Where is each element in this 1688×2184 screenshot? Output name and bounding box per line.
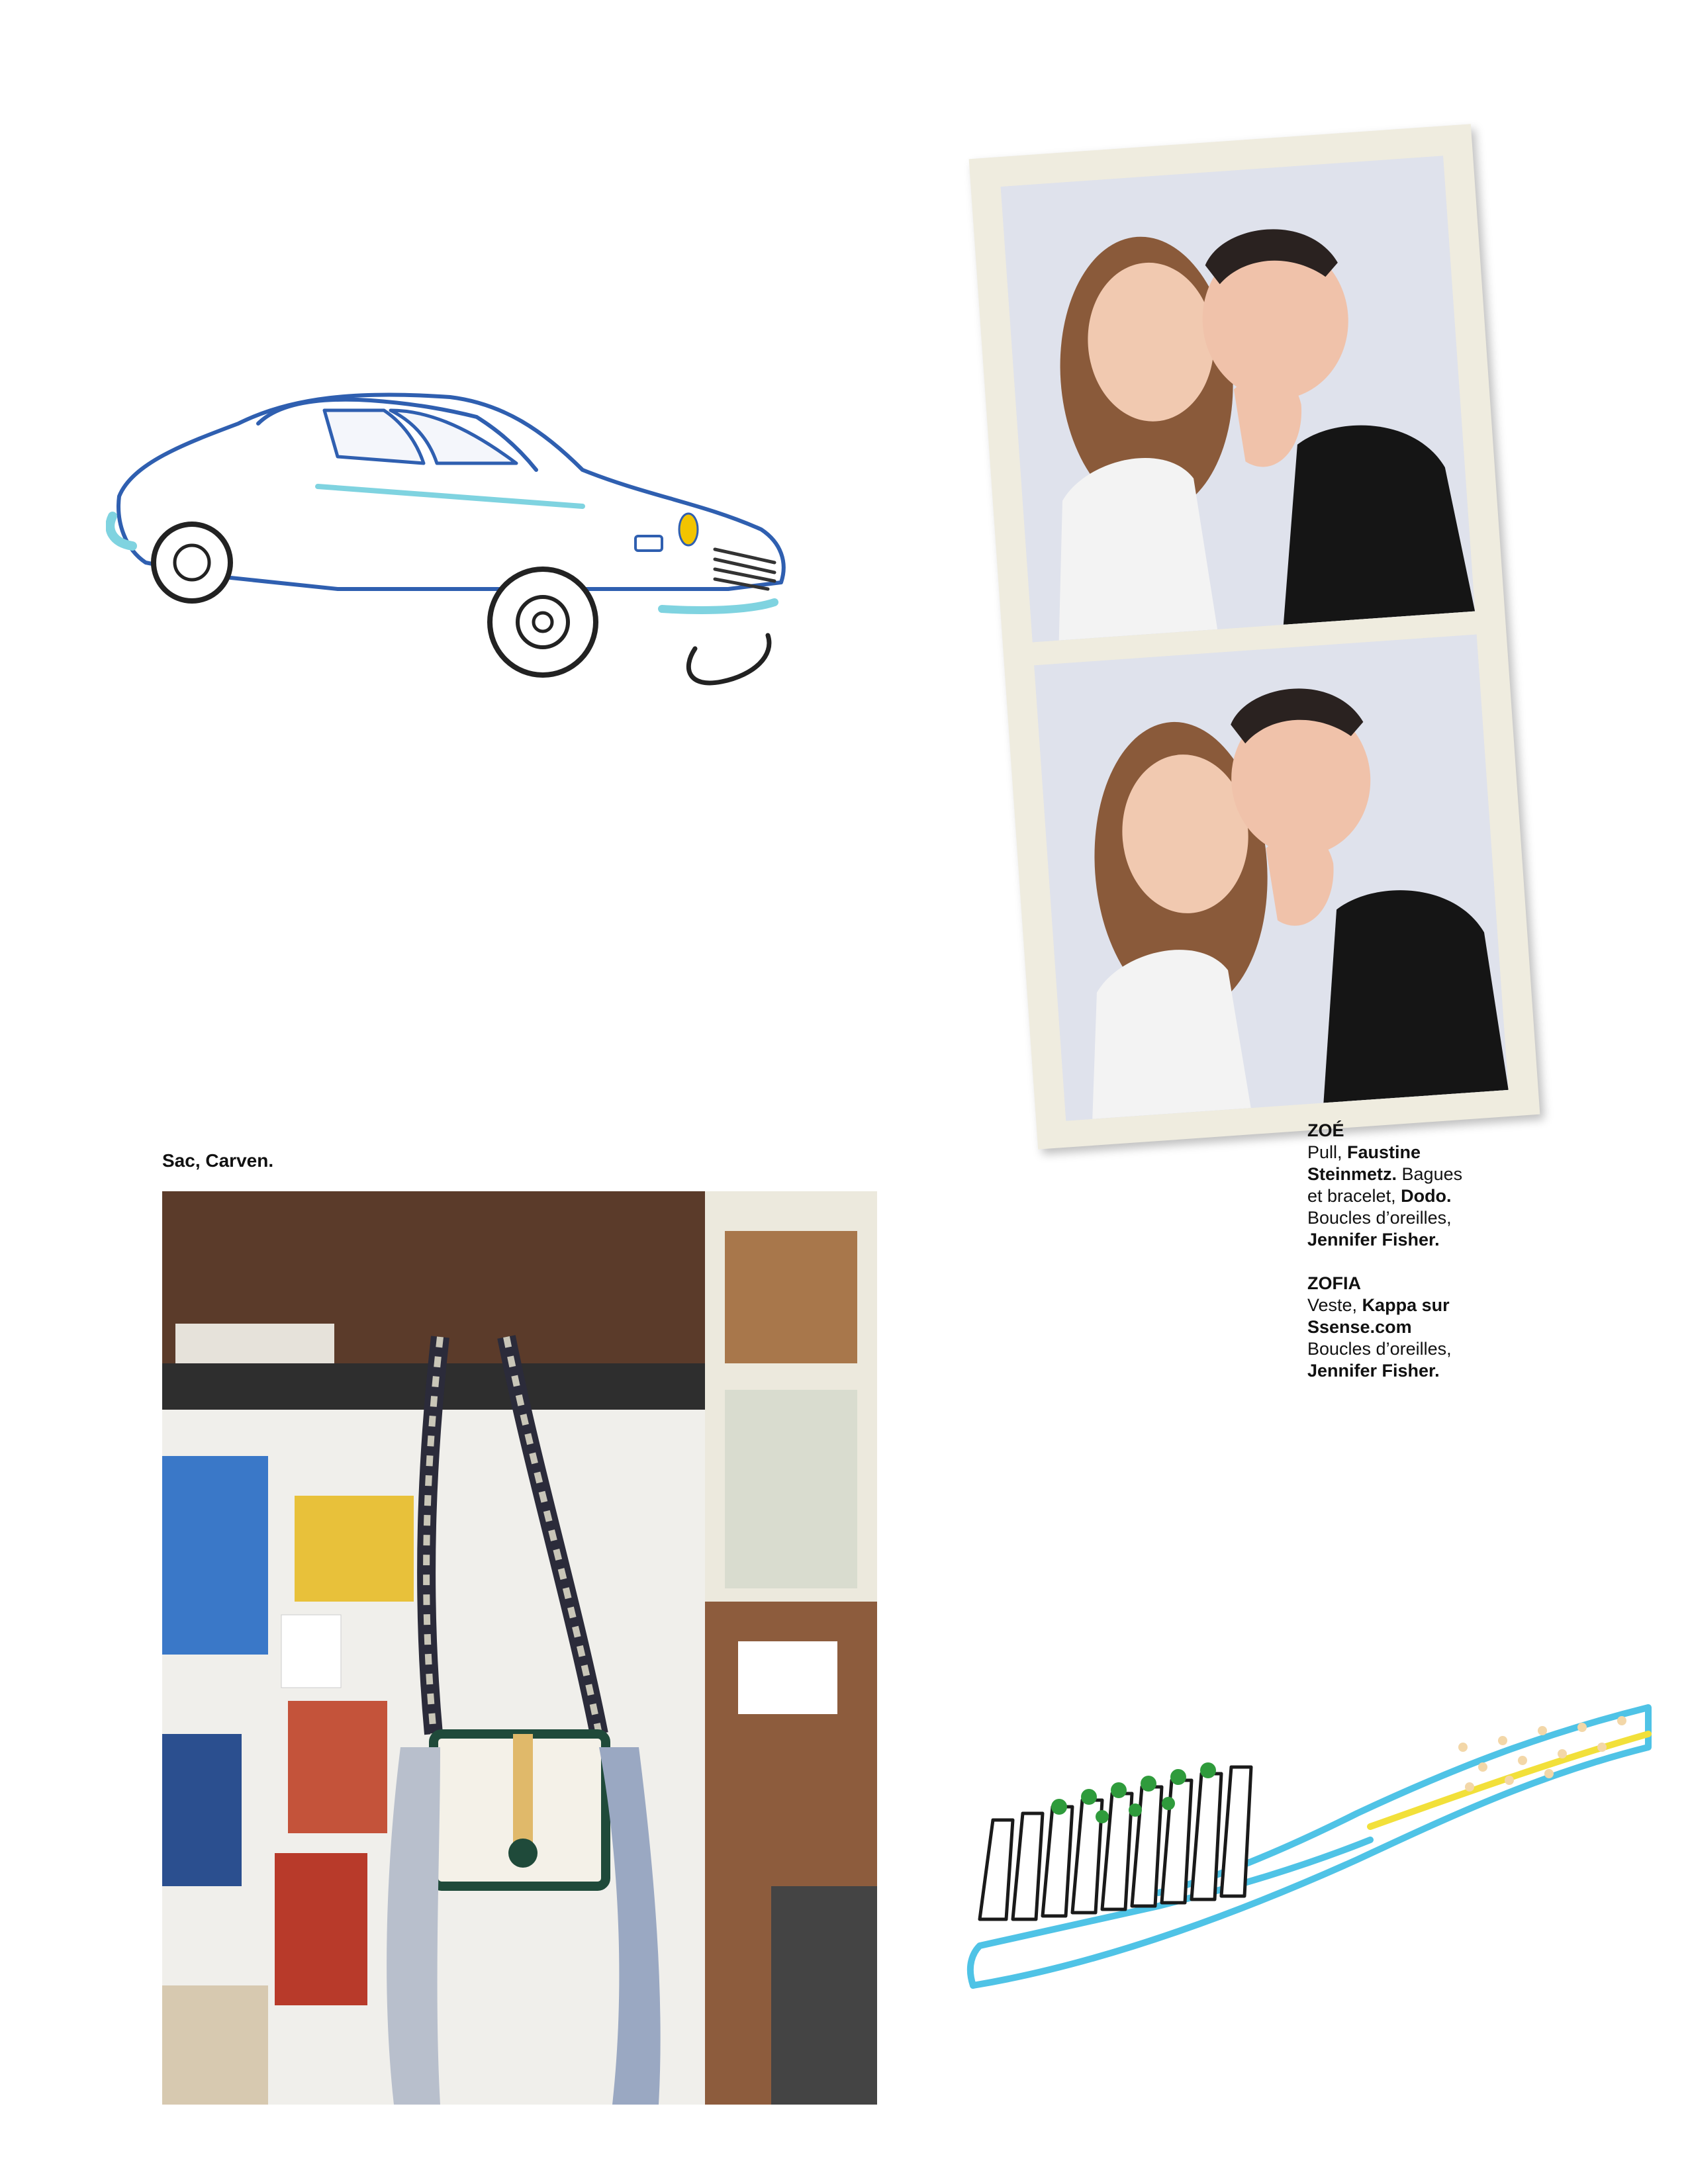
photo-booth-strip [969, 124, 1540, 1149]
credit-brand: Kappa sur [1362, 1295, 1450, 1315]
credit-text: Boucles d’oreilles, [1307, 1339, 1452, 1359]
credit-line [1307, 1185, 1519, 1207]
car-bumper-front [662, 602, 774, 610]
photo-booth-frame-bottom [1034, 635, 1508, 1121]
credit-line [1307, 1295, 1519, 1316]
car-wheel-rear [154, 524, 230, 601]
credit-text: Veste, [1307, 1295, 1362, 1315]
credit-line [1307, 1360, 1519, 1382]
credit-lines-zoe [1307, 1142, 1519, 1251]
credit-text: et bracelet, [1307, 1186, 1401, 1206]
credit-brand: Ssense.com [1307, 1317, 1412, 1337]
credits-zoe [1307, 1120, 1519, 1251]
credit-name-zoe: ZOÉ [1307, 1120, 1344, 1140]
bag-photo [162, 1191, 877, 2105]
credit-brand: Steinmetz. [1307, 1164, 1397, 1184]
credit-brand: Jennifer Fisher. [1307, 1361, 1440, 1381]
credits-zofia [1307, 1273, 1519, 1382]
credit-line [1307, 1207, 1519, 1229]
credit-brand: Jennifer Fisher. [1307, 1230, 1440, 1250]
credit-brand: Faustine [1347, 1142, 1421, 1162]
photo-booth-frame-top [1001, 156, 1476, 642]
credit-brand: Dodo. [1401, 1186, 1452, 1206]
credits-block [1307, 1120, 1519, 1382]
credit-lines-zofia [1307, 1295, 1519, 1382]
credit-name-zofia: ZOFIA [1307, 1273, 1361, 1293]
credit-line [1307, 1142, 1519, 1163]
credit-line [1307, 1163, 1519, 1185]
toothbrush-handle [973, 1707, 1648, 1985]
credit-text: Pull, [1307, 1142, 1348, 1162]
credit-line [1307, 1229, 1519, 1251]
toothbrush-illustration [960, 1655, 1662, 2025]
credit-line [1307, 1316, 1519, 1338]
car-illustration [106, 371, 894, 715]
credit-line [1307, 1338, 1519, 1360]
bag-caption: Sac, Carven. [162, 1150, 274, 1171]
car-headlight [679, 514, 698, 545]
car-wheel-front [490, 569, 596, 675]
credit-text: Bagues [1397, 1164, 1463, 1184]
credit-text: Boucles d’oreilles, [1307, 1208, 1452, 1228]
